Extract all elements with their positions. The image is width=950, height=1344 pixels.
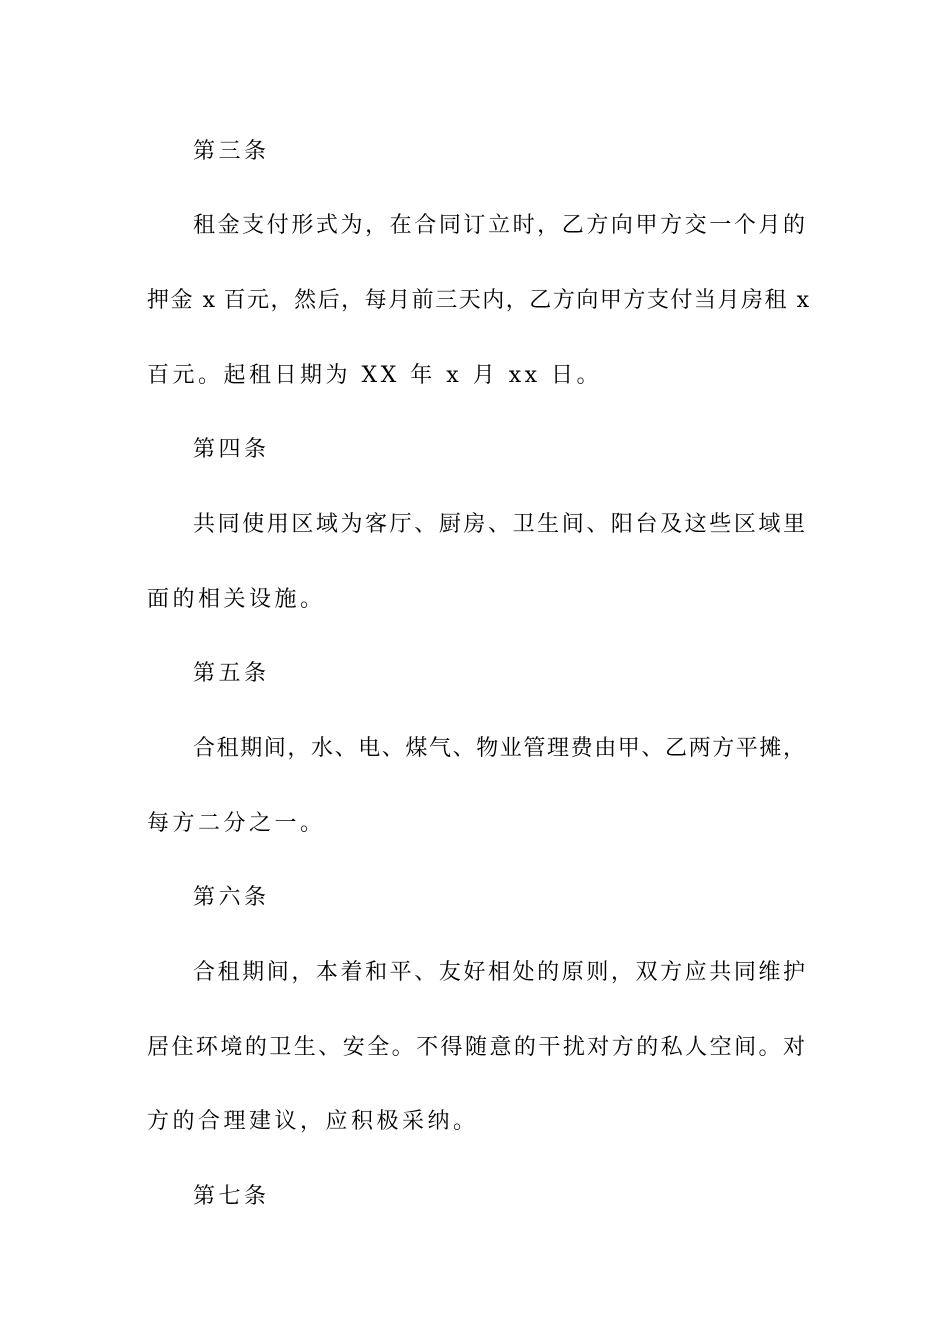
article-4-paragraph-line-1: 共同使用区域为客厅、厨房、卫生间、阳台及这些区域里	[193, 512, 805, 537]
article-3-paragraph-line-2: 押金 x 百元，然后，每月前三天内，乙方向甲方支付当月房租 x	[147, 288, 809, 313]
article-5-paragraph-line-1: 合租期间，水、电、煤气、物业管理费由甲、乙两方平摊，	[193, 736, 805, 761]
article-3-paragraph-line-1: 租金支付形式为，在合同订立时，乙方向甲方交一个月的	[193, 213, 805, 238]
article-4-heading: 第四条	[193, 437, 270, 462]
article-3-heading: 第三条	[193, 139, 270, 164]
article-6-paragraph-line-2: 居住环境的卫生、安全。不得随意的干扰对方的私人空间。对	[147, 1035, 805, 1060]
article-5-paragraph-line-2: 每方二分之一。	[147, 811, 326, 836]
article-6-paragraph-line-3: 方的合理建议，应积极采纳。	[147, 1109, 479, 1134]
article-5-heading: 第五条	[193, 661, 270, 686]
article-7-heading: 第七条	[193, 1184, 270, 1209]
article-3-paragraph-line-3: 百元。起租日期为 XX 年 x 月 xx 日。	[147, 363, 603, 388]
article-6-paragraph-line-1: 合租期间，本着和平、友好相处的原则，双方应共同维护	[193, 960, 805, 985]
article-4-paragraph-line-2: 面的相关设施。	[147, 587, 326, 612]
article-6-heading: 第六条	[193, 885, 270, 910]
